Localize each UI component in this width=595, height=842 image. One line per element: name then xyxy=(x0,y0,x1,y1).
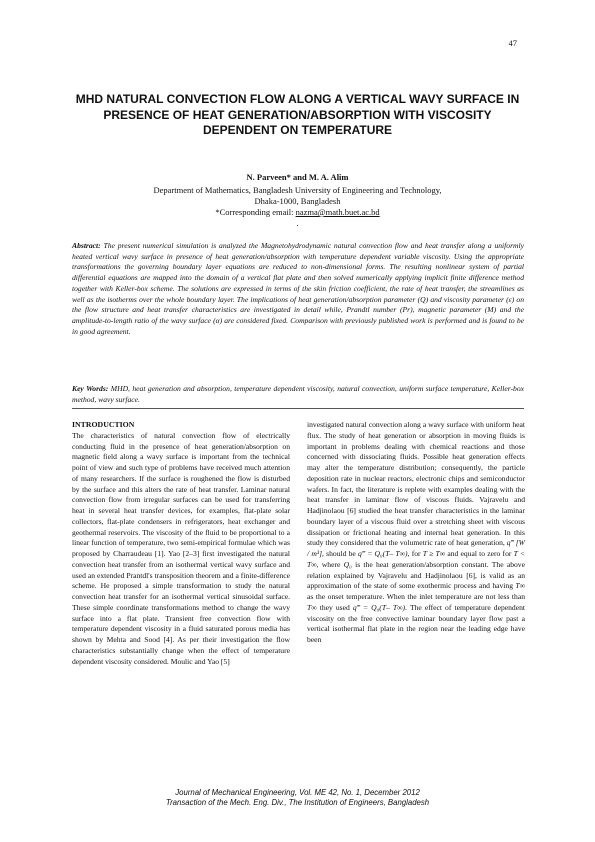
section-divider xyxy=(72,408,524,409)
keywords-label: Key Words: xyxy=(72,384,109,393)
affiliation xyxy=(0,185,595,229)
right-text-6: is the heat generation/absorption constant. The above relation explained by Vajravelu and Hadjinolaou [6], is valid as an approximation of the state of some exothermic process and having xyxy=(307,559,525,591)
affiliation-dot: . xyxy=(296,218,299,228)
equation-condition-2: T < T∞, xyxy=(307,549,526,569)
keywords xyxy=(72,384,524,405)
abstract-text: The present numerical simulation is analyzed the Magnetohydrodynamic natural convection flow and heat transfer along a uniformly heated vertical wavy surface in presence of heat generation/absorption with temperature dependent variable viscosity. Using the appropriate transformations the governing boundary layer equations are reduced to non-dimensional forms. The resulting nonlinear system of partial differential equations are mapped into the domain of a vertical flat plate and then solved numerically applying implicit finite difference method together with Keller-box scheme. The solutions are expressed in terms of the skin friction coefficient, the rate of heat transfer, the streamlines as well as the isotherms over the whole boundary layer. The implications of heat generation/absorption parameter (Q) and viscosity parameter (ε) on the flow structure and heat transfer characteristics are investigated in detail while, Prandtl number (Pr), magnetic parameter (M) and the amplitude-to-length ratio of the wavy surface (α) are considered fixed. Comparison with previously published work is performed and is found to be in good agreement. xyxy=(72,241,524,336)
affiliation-department: Department of Mathematics, Bangladesh University of Engineering and Technology, xyxy=(153,185,442,195)
equation-T-infinity: T∞ xyxy=(515,581,526,591)
right-text-8: they used xyxy=(319,602,350,612)
equation-heat-generation: q‴ [W / m³], xyxy=(307,538,525,558)
keywords-text: MHD, heat generation and absorption, temperature dependent viscosity, natural convection, uniform surface temperature, Keller-box method, wavy surface. xyxy=(72,384,524,404)
paper-title: MHD NATURAL CONVECTION FLOW ALONG A VERTICAL WAVY SURFACE IN PRESENCE OF HEAT GENERATION/ABSORPTION WITH VISCOSITY DEPENDENT ON TEMPERATURE xyxy=(75,92,520,137)
journal-footer xyxy=(0,788,595,808)
authors: N. Parveen* and M. A. Alim xyxy=(246,172,349,182)
corresponding-email-line xyxy=(0,207,595,218)
email-label: *Corresponding email: xyxy=(215,207,296,217)
email-link[interactable]: nazma@math.buet.ac.bd xyxy=(295,207,380,217)
right-text-2: should be xyxy=(326,549,356,558)
right-text-7: as the onset temperature. When the inlet temperature are not less than xyxy=(307,592,525,601)
affiliation-city: Dhaka-1000, Bangladesh xyxy=(254,196,341,206)
right-column xyxy=(307,420,525,646)
left-column xyxy=(72,420,290,667)
introduction-left-text: The characteristics of natural convection flow of electrically conducting fluid in the presence of heat generation/absorption on magnetic field along a wavy surface is important from the technical point of view and such type of problems have received much attention of many researchers. If the surface is roughened the flow is disturbed by the surface and this alters the rate of heat transfer. Laminar natural convection flow from irregular surfaces can be used for transferring heat in several heat transfer devices, for examples, flat-plate solar collectors, flat-plate condensers in refrigerators, heat exchanger and geothermal reservoirs. The viscosity of the fluid to be proportional to a linear function of temperature, two semi-empirical formulae which was proposed by Charraudeau [1]. Yao [2–3] first investigated the natural convection heat transfer from an isothermal vertical wavy surface and used an extended Prantdl's transposition theorem and a finite-difference scheme. He proposed a simple transformation to study the natural convection heat transfer for an isothermal vertical sinusoidal surface. These simple coordinate transformations method to change the wavy surface into a flat plate. Transient free convection flow with temperature dependent viscosity in a fluid saturated porous media has shown by Mehta and Sood [4]. As per their investigation the flow characteristics substantially change when the effect of temperature dependent viscosity considered. Moulic and Yao [5] xyxy=(72,430,290,666)
page-number: 47 xyxy=(508,38,517,48)
right-text-4: and equal to zero for xyxy=(447,549,512,558)
right-text-9: The effect of temperature dependent viscosity on the free convective laminar boundary layer flow past a vertical isothermal flat plate in the region near the leading edge have been xyxy=(307,602,526,644)
footer-transaction: Transaction of the Mech. Eng. Div., The Institution of Engineers, Bangladesh xyxy=(165,798,430,807)
equation-T-infinity-2: T∞ xyxy=(307,602,317,612)
introduction-right-text xyxy=(307,420,525,646)
equation-condition-1: T ≥ T∞ xyxy=(422,549,446,558)
abstract xyxy=(72,241,524,337)
equation-q0-b: q‴ = Q₀(T– T∞). xyxy=(352,602,407,612)
right-text-1: investigated natural convection along a wavy surface with uniform heat flux. The study of heat generation or absorption in moving fluids is important in problems dealing with chemical reactions and those concerned with dissociating fluids. Possible heat generation effects may alter the temperature distribution; consequently, the particle deposition rate in nuclear reactors, electronic chips and semiconductor wafers. In fact, the literature is replete with examples dealing with the heat transfer in laminar flow of viscous fluids. Vajravelu and Hadjinolaou [6] studied the heat transfer characteristics in the laminar boundary layer of a viscous fluid over a stretching sheet with viscous dissipation or frictional heating and internal heat generation. In this study they considered that the volumetric rate of heat generation, xyxy=(307,420,525,548)
introduction-heading: INTRODUCTION xyxy=(72,420,135,429)
footer-journal: Journal of Mechanical Engineering, Vol. ME 42, No. 1, December 2012 xyxy=(175,788,420,797)
equation-Q0: Q₀ xyxy=(343,559,352,569)
equation-q0: q‴ = Q₀(T– T∞), xyxy=(358,549,410,558)
abstract-label: Abstract: xyxy=(72,241,101,250)
right-text-3: for xyxy=(411,549,421,558)
right-text-5: where xyxy=(321,559,341,569)
